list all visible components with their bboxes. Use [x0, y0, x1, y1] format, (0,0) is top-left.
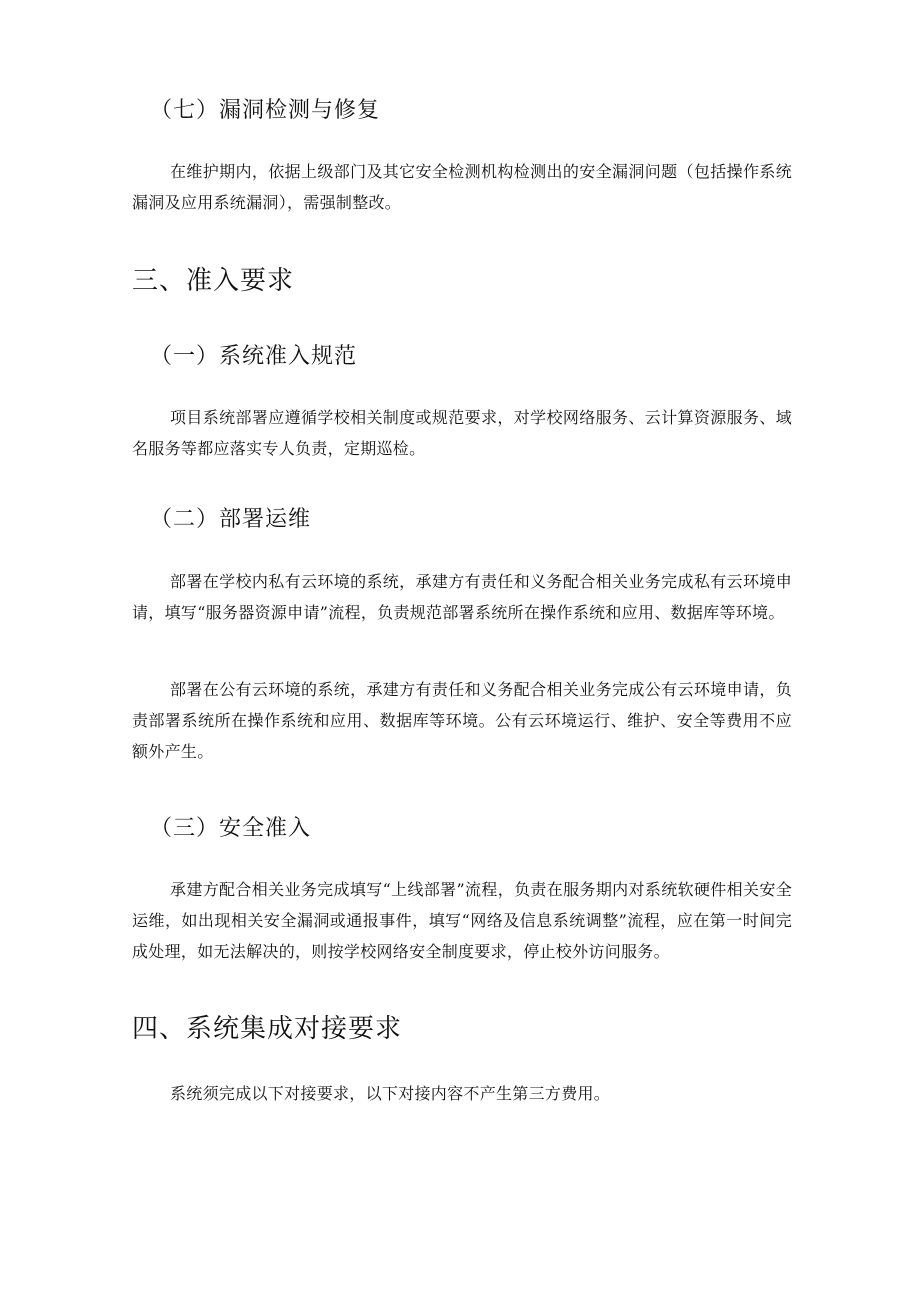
subsection-2-heading: （二）部署运维 — [150, 507, 312, 532]
chapter-3-heading: 三、准入要求 — [132, 266, 295, 296]
subsection-1-paragraph: 项目系统部署应遵循学校相关制度或规范要求，对学校网络服务、云计算资源服务、域名服务等都应落实专人负责，定期巡检。 — [132, 408, 792, 458]
subsection-1-heading: （一）系统准入规范 — [150, 344, 358, 369]
chapter-4-heading: 四、系统集成对接要求 — [132, 1014, 403, 1044]
chapter-4-paragraph: 系统须完成以下对接要求，以下对接内容不产生第三方费用。 — [170, 1084, 611, 1103]
section-7-paragraph: 在维护期内，依据上级部门及其它安全检测机构检测出的安全漏洞问题（包括操作系统漏洞及应用系统漏洞），需强制整改。 — [132, 162, 792, 212]
section-7-heading: （七）漏洞检测与修复 — [150, 98, 381, 123]
subsection-2-paragraph-1: 部署在学校内私有云环境的系统，承建方有责任和义务配合相关业务完成私有云环境申请，填写“服务器资源申请”流程，负责规范部署系统所在操作系统和应用、数据库等环境。 — [132, 572, 792, 622]
subsection-3-paragraph: 承建方配合相关业务完成填写“上线部署”流程，负责在服务期内对系统软硬件相关安全运维，如出现相关安全漏洞或通报事件，填写“网络及信息系统调整”流程，应在第一时间完成处理，如无法解决的，则按学校网络安全制度要求，停止校外访问服务。 — [132, 880, 792, 961]
subsection-3-heading: （三）安全准入 — [150, 816, 312, 841]
subsection-2-paragraph-2: 部署在公有云环境的系统，承建方有责任和义务配合相关业务完成公有云环境申请，负责部署系统所在操作系统和应用、数据库等环境。公有云环境运行、维护、安全等费用不应额外产生。 — [132, 680, 792, 761]
